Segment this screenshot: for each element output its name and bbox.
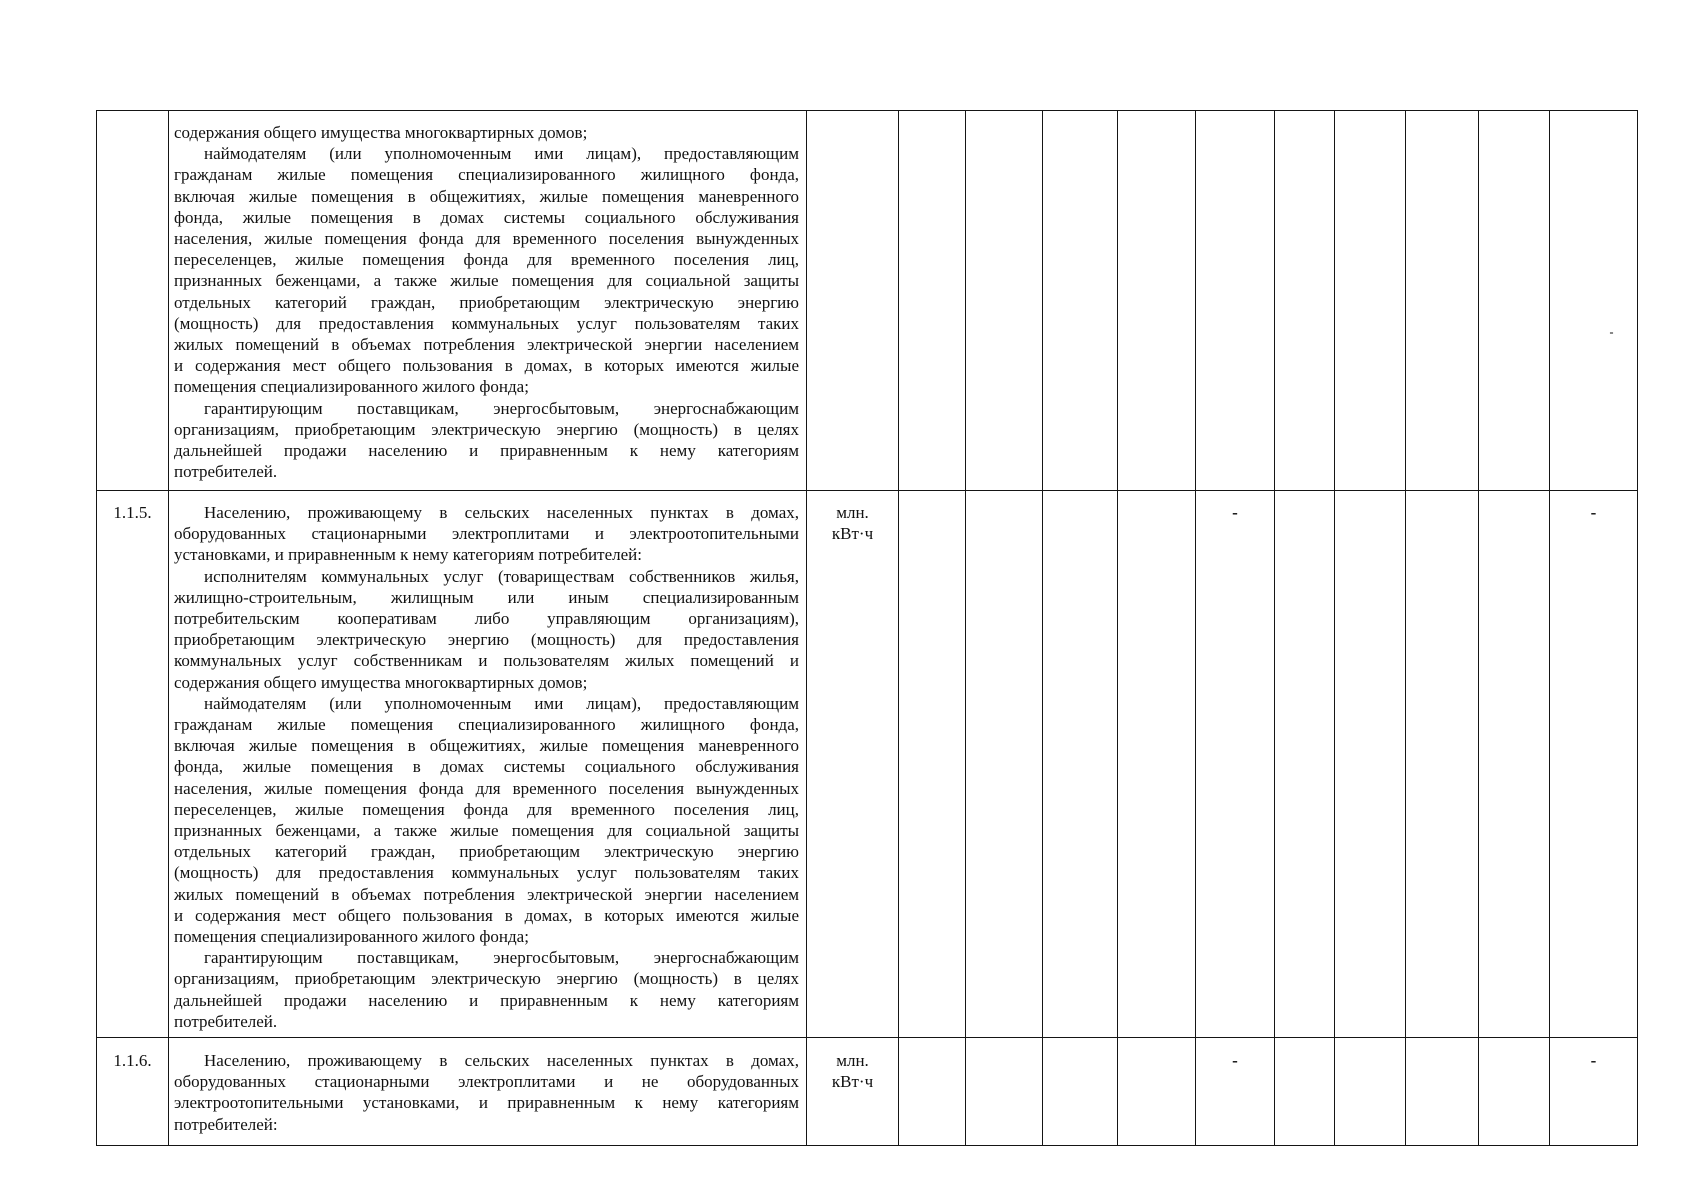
dash-value: - — [1609, 325, 1614, 339]
description-line: включая жилые помещения в общежитиях, жилые помещения маневренного — [174, 736, 799, 756]
value-cell — [1406, 111, 1479, 491]
description-paragraph — [174, 143, 799, 397]
value-cell — [966, 1038, 1043, 1146]
description-line: оборудованных стационарными электроплитами и электроотопительными — [174, 524, 799, 544]
value-cell — [1550, 1038, 1638, 1146]
description-line: признанных беженцами, а также жилые помещения для социальной защиты — [174, 271, 799, 291]
row-number: 1.1.6. — [113, 1051, 152, 1070]
description-line: потребителей: — [174, 1114, 278, 1134]
description-line: приобретающим электрическую энергию (мощность) для предоставления — [174, 630, 799, 650]
value-cell — [1335, 491, 1406, 1038]
description-paragraph — [174, 398, 799, 483]
description-line: отдельных категорий граждан, приобретающим электрическую энергию — [174, 842, 799, 862]
value-cell — [1335, 1038, 1406, 1146]
description-line: оборудованных стационарными электроплитами и не оборудованных — [174, 1072, 799, 1092]
value-cell — [1335, 111, 1406, 491]
value-cell — [1196, 111, 1275, 491]
value-cell — [1406, 1038, 1479, 1146]
value-cell — [1275, 1038, 1335, 1146]
description-line: и содержания мест общего пользования в домах, в которых имеются жилые — [174, 356, 799, 376]
description-line: населения, жилые помещения фонда для временного поселения вынужденных — [174, 778, 799, 798]
description-line: гарантирующим поставщикам, энергосбытовым, энергоснабжающим — [204, 948, 799, 968]
value-cell — [1196, 1038, 1275, 1146]
unit-label: млн. — [836, 503, 869, 522]
value-cell — [1479, 111, 1550, 491]
description-line: фонда, жилые помещения в домах системы социального обслуживания — [174, 757, 799, 777]
description-line: наймодателям (или уполномоченным ими лицам), предоставляющим — [204, 693, 799, 713]
description-line: гражданам жилые помещения специализированного жилищного фонда, — [174, 715, 799, 735]
description-line: и содержания мест общего пользования в домах, в которых имеются жилые — [174, 905, 799, 925]
description-line: населения, жилые помещения фонда для временного поселения вынужденных — [174, 229, 799, 249]
row-number-cell — [97, 1038, 169, 1146]
unit-cell — [807, 491, 899, 1038]
description-line: содержания общего имущества многоквартирных домов; — [174, 123, 588, 142]
description-line: переселенцев, жилые помещения фонда для временного поселения лиц, — [174, 250, 799, 270]
description-line: Населению, проживающему в сельских населенных пунктах в домах, — [204, 503, 799, 522]
value-cell — [966, 111, 1043, 491]
description-line: коммунальных услуг собственникам и пользователям жилых помещений и — [174, 651, 799, 671]
description-line: переселенцев, жилые помещения фонда для временного поселения лиц, — [174, 799, 799, 819]
value-cell — [1406, 491, 1479, 1038]
row-number-cell — [97, 491, 169, 1038]
value-cell — [1275, 491, 1335, 1038]
value-cell — [1550, 111, 1638, 491]
description-line: содержания общего имущества многоквартирных домов; — [174, 672, 588, 692]
value-cell — [1196, 491, 1275, 1038]
data-table — [96, 110, 1638, 1146]
description-paragraph — [174, 566, 799, 693]
dash-value: - — [1232, 503, 1238, 522]
description-line: помещения специализированного жилого фонда; — [174, 377, 529, 397]
value-cell — [966, 491, 1043, 1038]
description-paragraph — [174, 502, 799, 566]
value-cell — [1550, 491, 1638, 1038]
value-cell — [1479, 491, 1550, 1038]
description-line: дальнейшей продажи населению и приравненным к нему категориям — [174, 441, 799, 461]
value-cell — [1043, 491, 1118, 1038]
description-line: признанных беженцами, а также жилые помещения для социальной защиты — [174, 821, 799, 841]
description-line: включая жилые помещения в общежитиях, жилые помещения маневренного — [174, 186, 799, 206]
dash-value: - — [1590, 1051, 1597, 1070]
description-paragraph — [174, 122, 799, 143]
description-line: потребителей. — [174, 462, 278, 482]
value-cell — [899, 111, 966, 491]
description-cell — [169, 111, 807, 491]
value-cell — [1118, 1038, 1196, 1146]
description-paragraph — [174, 1050, 799, 1135]
value-cell — [899, 491, 966, 1038]
description-line: потребительским кооперативам либо управляющим организациям), — [174, 609, 799, 629]
description-line: потребителей. — [174, 1011, 278, 1031]
description-line: гарантирующим поставщикам, энергосбытовым, энергоснабжающим — [204, 398, 799, 418]
description-line: организациям, приобретающим электрическую энергию (мощность) в целях — [174, 969, 799, 989]
unit-label: млн. — [836, 1051, 869, 1070]
description-line: дальнейшей продажи населению и приравненным к нему категориям — [174, 990, 799, 1010]
description-line: гражданам жилые помещения специализированного жилищного фонда, — [174, 165, 799, 185]
description-line: (мощность) для предоставления коммунальных услуг пользователям таких — [174, 313, 799, 333]
unit-label: кВт·ч — [831, 524, 874, 544]
value-cell — [1479, 1038, 1550, 1146]
table-row — [97, 1038, 1638, 1146]
value-cell — [1118, 111, 1196, 491]
value-cell — [1275, 111, 1335, 491]
description-line: (мощность) для предоставления коммунальных услуг пользователям таких — [174, 863, 799, 883]
value-cell — [1043, 111, 1118, 491]
unit-label: кВт·ч — [831, 1072, 874, 1092]
description-line: жилых помещений в объемах потребления электрической энергии населением — [174, 335, 799, 355]
description-line: Населению, проживающему в сельских населенных пунктах в домах, — [204, 1051, 799, 1070]
description-line: исполнителям коммунальных услуг (товариществам собственников жилья, — [204, 566, 799, 586]
dash-value: - — [1590, 503, 1597, 522]
row-number: 1.1.5. — [113, 503, 152, 522]
description-line: жилищно-строительным, жилищным или иным специализированным — [174, 587, 799, 607]
table-body — [97, 111, 1638, 1146]
description-line: помещения специализированного жилого фонда; — [174, 927, 529, 947]
description-line: наймодателям (или уполномоченным ими лицам), предоставляющим — [204, 144, 799, 164]
table-row — [97, 111, 1638, 491]
description-paragraph — [174, 693, 799, 947]
description-line: отдельных категорий граждан, приобретающим электрическую энергию — [174, 292, 799, 312]
table-row — [97, 491, 1638, 1038]
description-line: организациям, приобретающим электрическую энергию (мощность) в целях — [174, 419, 799, 439]
description-line: установками, и приравненным к нему категориям потребителей: — [174, 545, 642, 565]
dash-value: - — [1232, 1051, 1238, 1070]
description-line: фонда, жилые помещения в домах системы социального обслуживания — [174, 207, 799, 227]
description-cell — [169, 491, 807, 1038]
unit-cell — [807, 111, 899, 491]
value-cell — [1118, 491, 1196, 1038]
description-line: жилых помещений в объемах потребления электрической энергии населением — [174, 884, 799, 904]
value-cell — [899, 1038, 966, 1146]
description-cell — [169, 1038, 807, 1146]
description-paragraph — [174, 947, 799, 1032]
unit-cell — [807, 1038, 899, 1146]
value-cell — [1043, 1038, 1118, 1146]
description-line: электроотопительными установками, и приравненным к нему категориям — [174, 1093, 799, 1113]
row-number-cell — [97, 111, 169, 491]
